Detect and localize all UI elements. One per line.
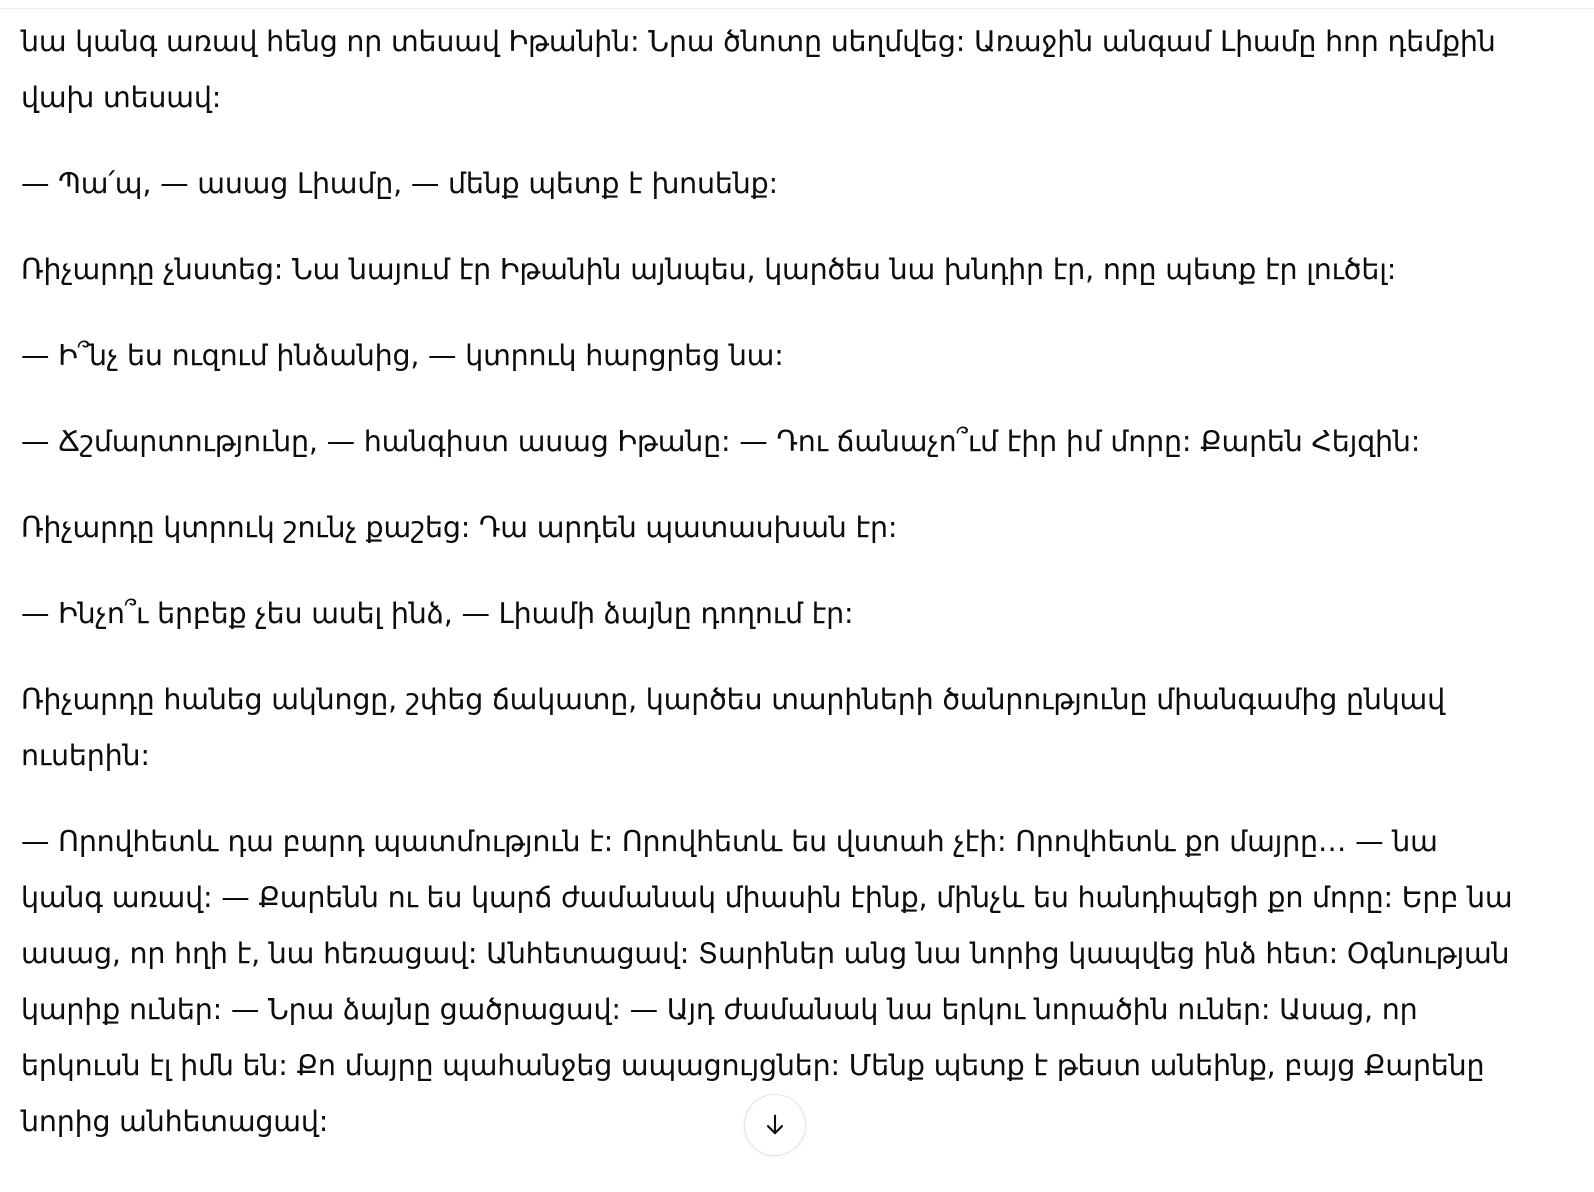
paragraph: նա կանգ առավ հենց որ տեսավ Իթանին: Նրա ծնոտը սեղմվեց: Առաջին անգամ Լիամը հոր դեմքին վախ տեսավ:: [21, 25, 1496, 114]
paragraph: — Պա՛պ, — ասաց Լիամը, — մենք պետք է խոսենք:: [21, 167, 778, 200]
scroll-to-bottom-button[interactable]: [744, 1094, 806, 1156]
arrow-down-icon: [761, 1111, 789, 1139]
paragraph: — Ինչո՞ւ երբեք չես ասել ինձ, — Լիամի ձայնը դողում էր:: [21, 597, 854, 630]
message-content: [21, 14, 1521, 1180]
paragraph: — Ի՞նչ ես ուզում ինձանից, — կտրուկ հարցրեց նա:: [21, 339, 784, 372]
paragraph: — Որովհետև դա բարդ պատմություն է: Որովհետև ես վստահ չէի: Որովհետև քո մայրը… — նա կանգ առավ: — Քարենն ու ես կարճ ժամանակ միասին էինք, մինչև ես հանդիպեցի քո մորը: Երբ նա ասաց, որ հղի է, նա հեռացավ: Անհետացավ: Տարիներ անց նա նորից կապվեց ինձ հետ: Օգնության կարիք ուներ: — Նրա ձայնը ցածրացավ: — Այդ ժամանակ նա երկու նորածին ուներ: Ասաց, որ երկուսն էլ իմն են: Քո մայրը պահանջեց ապացույցներ: Մենք պետք է թեստ անեինք, բայց Քարենը նորից անհետացավ:: [21, 825, 1513, 1138]
top-divider: [0, 8, 1594, 9]
paragraph: — Ճշմարտությունը, — հանգիստ ասաց Իթանը: — Դու ճանաչո՞ւմ էիր իմ մորը: Քարեն Հեյզին:: [21, 425, 1421, 458]
paragraph: Ռիչարդը չնստեց: Նա նայում էր Իթանին այնպես, կարծես նա խնդիր էր, որը պետք էր լուծել:: [21, 253, 1397, 286]
paragraph: Ռիչարդը հանեց ակնոցը, շփեց ճակատը, կարծես տարիների ծանրությունը միանգամից ընկավ ուսերին:: [21, 683, 1445, 772]
paragraph: Ռիչարդը կտրուկ շունչ քաշեց: Դա արդեն պատասխան էր:: [21, 511, 898, 544]
